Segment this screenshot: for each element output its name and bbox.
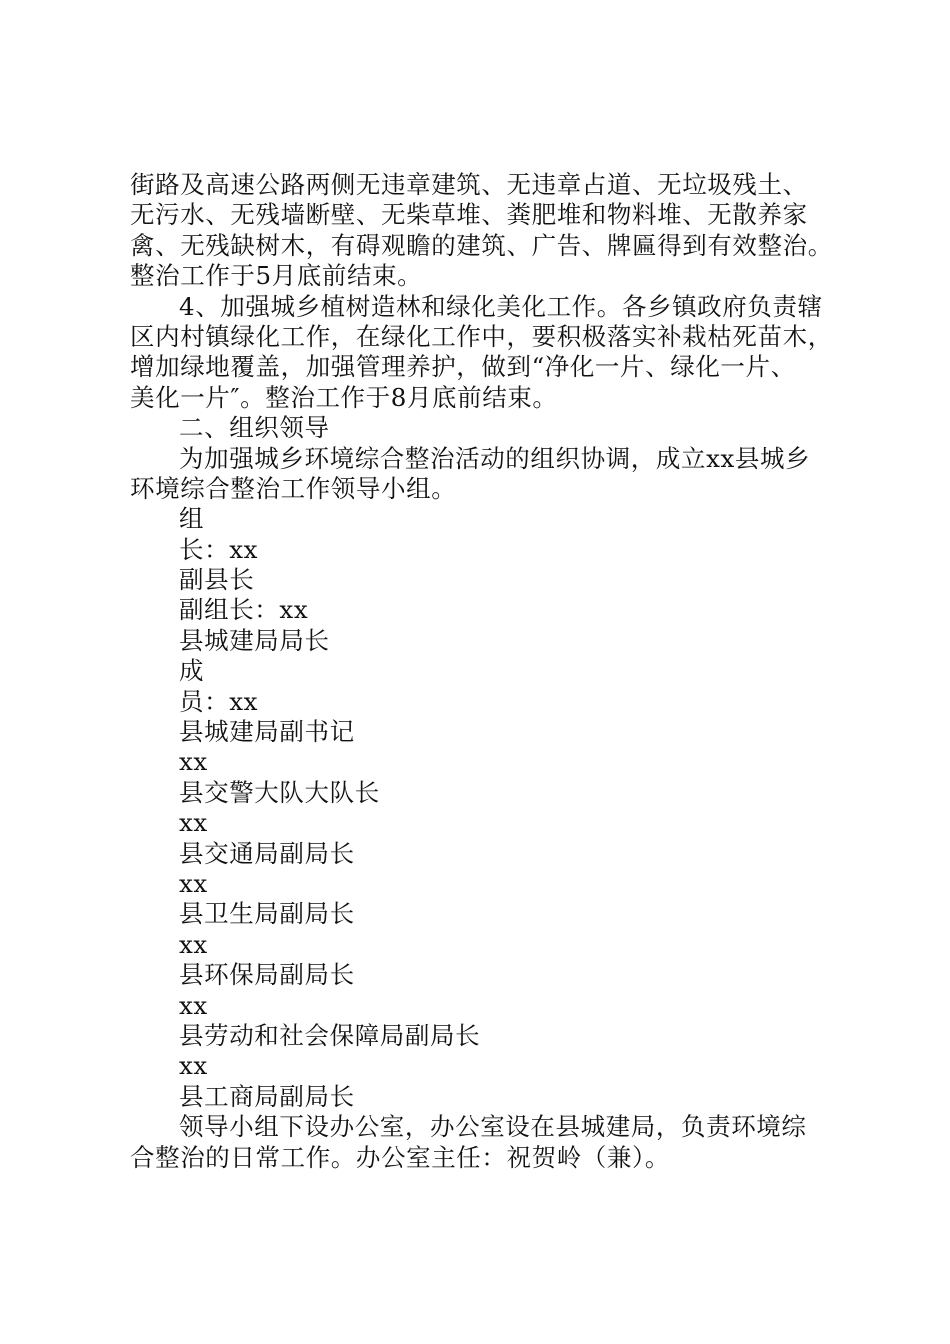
text-line: 长：xx bbox=[179, 534, 259, 564]
text-line: 县工商局副局长 bbox=[179, 1081, 355, 1111]
text-line: 县劳动和社会保障局副局长 bbox=[179, 1020, 481, 1050]
text-line: 县城建局副书记 bbox=[179, 717, 355, 747]
text-line: 合整治的日常工作。办公室主任：祝贺岭（兼）。 bbox=[130, 1142, 670, 1172]
text-line: 环境综合整治工作领导小组。 bbox=[130, 473, 457, 503]
text-line: 整治工作于5月底前结束。 bbox=[130, 261, 423, 291]
text-line: xx bbox=[179, 868, 208, 898]
document-body bbox=[130, 170, 840, 1173]
text-line: 县城建局局长 bbox=[179, 625, 330, 655]
text-line: 县卫生局副局长 bbox=[179, 899, 355, 929]
text-line: 美化一片″。整治工作于8月底前结束。 bbox=[130, 382, 558, 412]
text-line: 成 bbox=[179, 656, 205, 686]
text-line: 副县长 bbox=[179, 565, 255, 595]
text-line: 禽、无残缺树木，有碍观瞻的建筑、广告、牌匾得到有效整治。 bbox=[130, 230, 833, 260]
text-line: xx bbox=[179, 929, 208, 959]
text-line: xx bbox=[179, 808, 208, 838]
text-line: xx bbox=[179, 1051, 208, 1081]
text-line: 区内村镇绿化工作，在绿化工作中，要积极落实补栽枯死苗木， bbox=[130, 321, 833, 351]
text-line: 无污水、无残墙断壁、无柴草堆、粪肥堆和物料堆、无散养家 bbox=[130, 200, 808, 230]
text-line: 增加绿地覆盖，加强管理养护，做到“净化一片、绿化一片、 bbox=[130, 352, 796, 382]
text-line: 县环保局副局长 bbox=[179, 960, 355, 990]
text-line: 二、组织领导 bbox=[179, 413, 330, 443]
text-line: 组 bbox=[179, 504, 205, 534]
text-line: xx bbox=[179, 747, 208, 777]
text-line: 员：xx bbox=[179, 686, 259, 716]
text-line: 县交警大队大队长 bbox=[179, 777, 380, 807]
text-line: 副组长：xx bbox=[179, 595, 309, 625]
text-line: 领导小组下设办公室，办公室设在县城建局，负责环境综 bbox=[179, 1112, 807, 1142]
text-line: xx bbox=[179, 990, 208, 1020]
text-line: 街路及高速公路两侧无违章建筑、无违章占道、无垃圾残土、 bbox=[130, 170, 808, 199]
text-line: 4、加强城乡植树造林和绿化美化工作。各乡镇政府负责辖 bbox=[179, 291, 823, 321]
text-line: 县交通局副局长 bbox=[179, 838, 355, 868]
text-line: 为加强城乡环境综合整治活动的组织协调，成立xx县城乡 bbox=[179, 443, 811, 473]
